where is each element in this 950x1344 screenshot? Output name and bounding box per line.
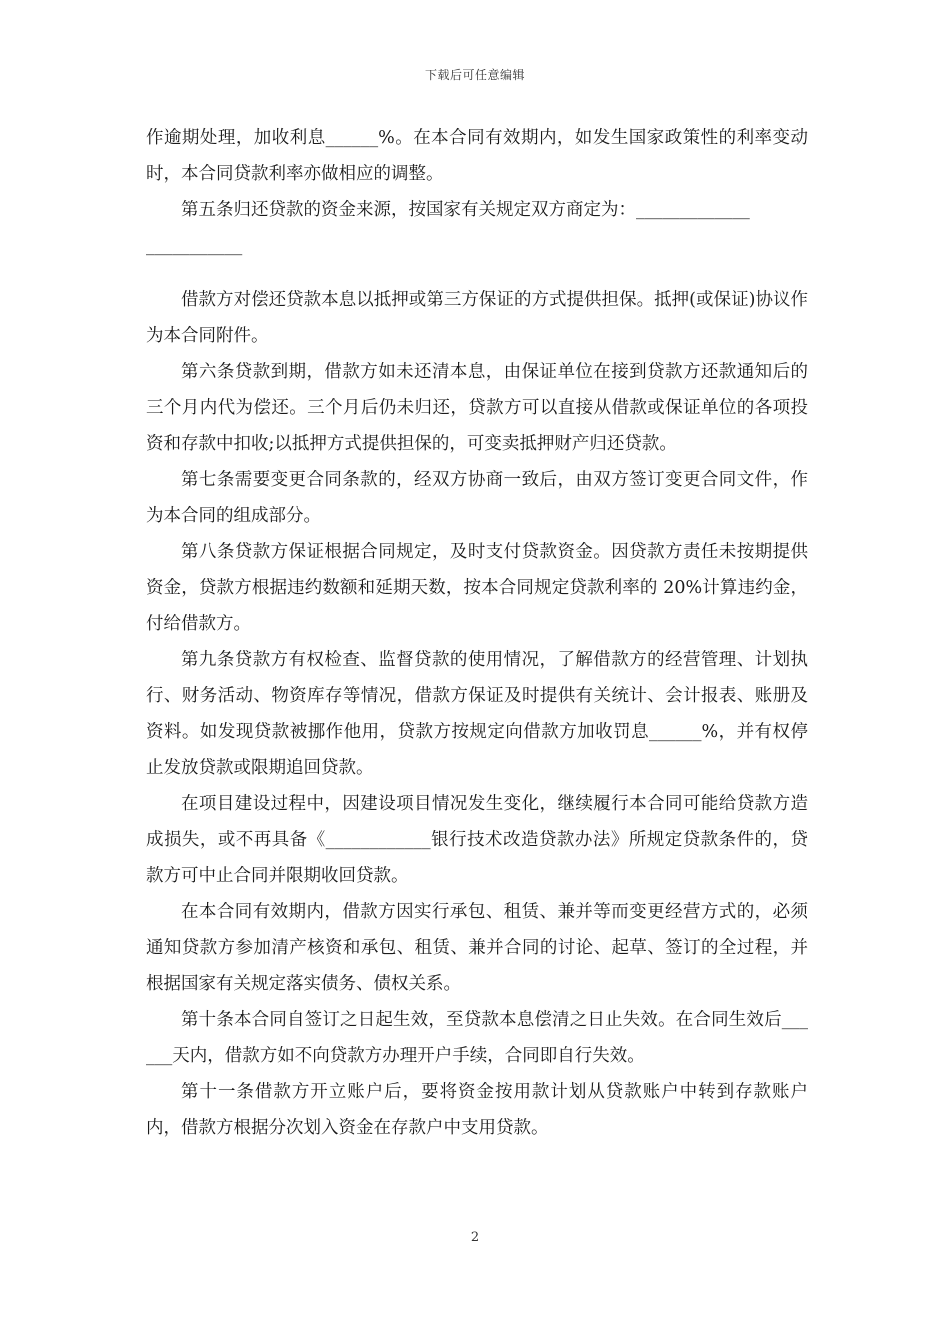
paragraph-article-5: 第五条归还贷款的资金来源，按国家有关规定双方商定为：_____________	[181, 200, 750, 220]
page-number: 2	[470, 1230, 480, 1245]
paragraph-project-change: 在项目建设过程中，因建设项目情况发生变化，继续履行本合同可能给贷款方造成损失，或不再具备《____________银行技术改造贷款办法》所规定贷款条件的，贷款方可中止合同并限期收回贷款。	[146, 794, 808, 886]
paragraph-article-10: 第十条本合同自签订之日起生效，至贷款本息偿清之日止失效。在合同生效后______天内，借款方如不向贷款方办理开户手续，合同即自行失效。	[146, 1010, 808, 1066]
paragraph-article-8: 第八条贷款方保证根据合同规定，及时支付贷款资金。因贷款方责任未按期提供资金，贷款方根据违约数额和延期天数，按本合同规定贷款利率的 20%计算违约金，付给借款方。	[146, 542, 808, 634]
document-body	[146, 120, 808, 1146]
paragraph-blank-line: ___________	[146, 236, 243, 256]
page-header: 下载后可任意编辑	[424, 68, 525, 82]
paragraph-article-7: 第七条需要变更合同条款的，经双方协商一致后，由双方签订变更合同文件，作为本合同的组成部分。	[146, 470, 808, 526]
paragraph-article-11: 第十一条借款方开立账户后，要将资金按用款计划从贷款账户中转到存款账户内，借款方根据分次划入资金在存款户中支用贷款。	[146, 1082, 808, 1138]
paragraph-guarantee: 借款方对偿还贷款本息以抵押或第三方保证的方式提供担保。抵押(或保证)协议作为本合同附件。	[146, 290, 808, 346]
paragraph-continuation: 作逾期处理，加收利息______%。在本合同有效期内，如发生国家政策性的利率变动时，本合同贷款利率亦做相应的调整。	[146, 128, 808, 184]
paragraph-article-6: 第六条贷款到期，借款方如未还清本息，由保证单位在接到贷款方还款通知后的三个月内代为偿还。三个月后仍未归还，贷款方可以直接从借款或保证单位的各项投资和存款中扣收;以抵押方式提供担保的，可变卖抵押财产归还贷款。	[146, 362, 808, 454]
paragraph-business-change: 在本合同有效期内，借款方因实行承包、租赁、兼并等而变更经营方式的，必须通知贷款方参加清产核资和承包、租赁、兼并合同的讨论、起草、签订的全过程，并根据国家有关规定落实债务、债权关系。	[146, 902, 808, 994]
paragraph-article-9: 第九条贷款方有权检查、监督贷款的使用情况，了解借款方的经营管理、计划执行、财务活动、物资库存等情况，借款方保证及时提供有关统计、会计报表、账册及资料。如发现贷款被挪作他用，贷款方按规定向借款方加收罚息______%，并有权停止发放贷款或限期追回贷款。	[146, 650, 808, 778]
